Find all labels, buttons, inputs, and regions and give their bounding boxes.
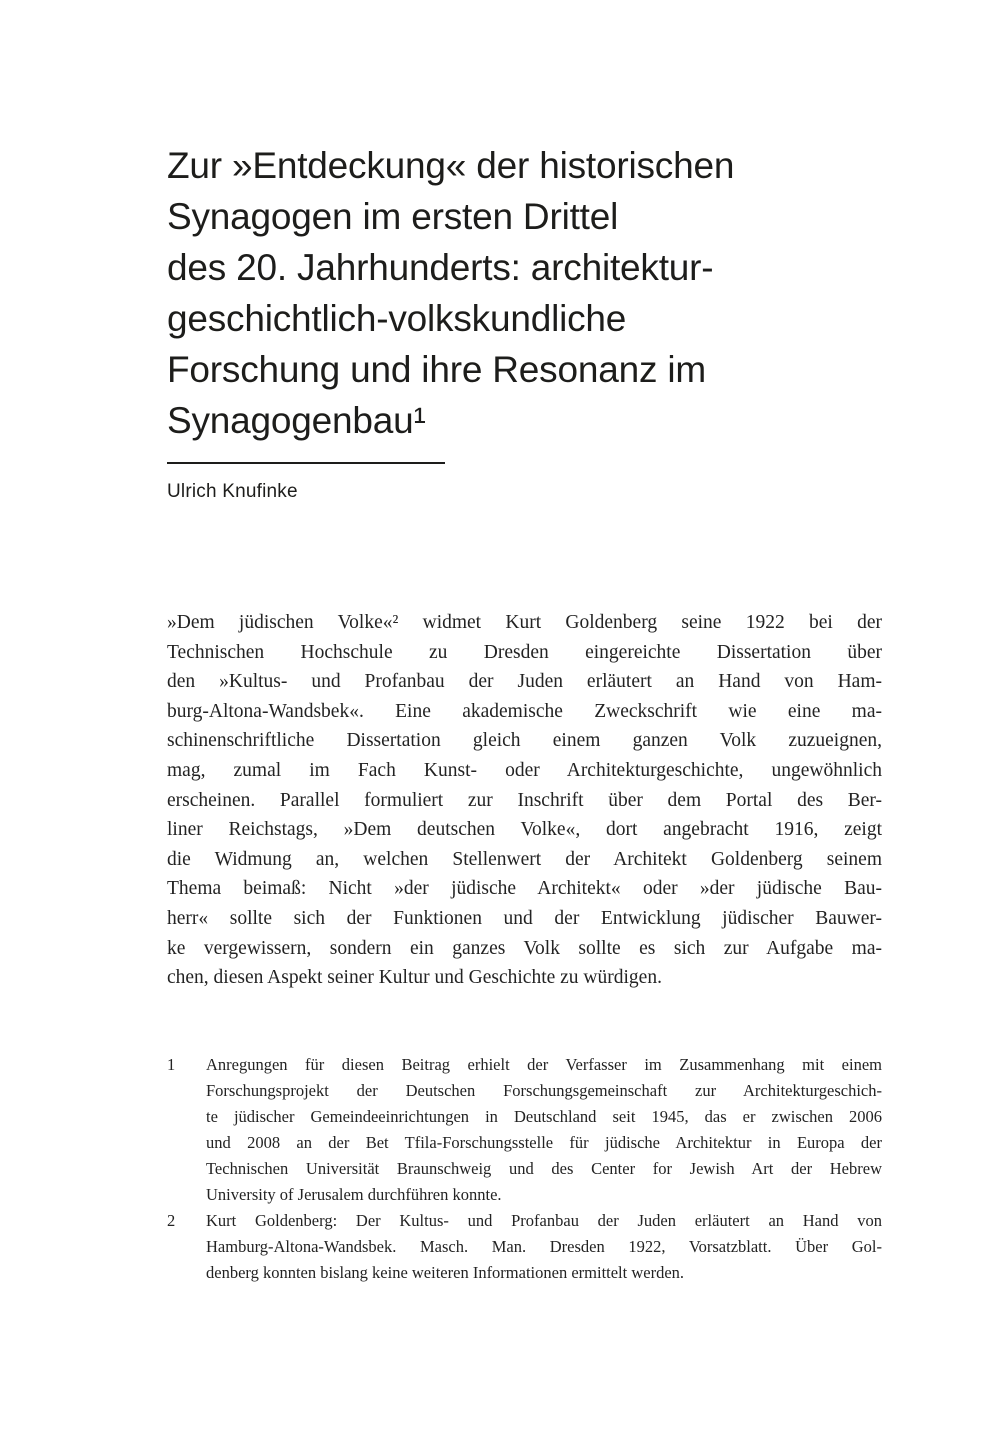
body-line: burg-Altona-Wandsbek«. Eine akademische Zweckschrift wie eine ma-	[167, 700, 882, 722]
article-title-line: geschichtlich-volkskundliche	[167, 298, 627, 339]
article-title-line: Zur »Entdeckung« der historischen	[167, 145, 735, 186]
footnote-line: University of Jerusalem durchführen konnte.	[206, 1185, 502, 1204]
footnote-line: Kurt Goldenberg: Der Kultus- und Profanbau der Juden erläutert an Hand von	[206, 1211, 882, 1230]
body-line: liner Reichstags, »Dem deutschen Volke«, dort angebracht 1916, zeigt	[167, 819, 882, 841]
body-line: die Widmung an, welchen Stellenwert der Architekt Goldenberg seinem	[167, 848, 882, 870]
article-header	[167, 140, 887, 503]
article-title-line: Synagogen im ersten Drittel	[167, 196, 619, 237]
article-title	[167, 140, 887, 446]
footnote-line: Forschungsprojekt der Deutschen Forschungsgemeinschaft zur Architekturgeschich-	[206, 1081, 882, 1100]
body-line: schinenschriftliche Dissertation gleich einem ganzen Volk zuzueignen,	[167, 730, 882, 752]
footnote-line: und 2008 an der Bet Tfila-Forschungsstelle für jüdische Architektur in Europa der	[206, 1133, 882, 1152]
body-line: mag, zumal im Fach Kunst- oder Architekturgeschichte, ungewöhnlich	[167, 759, 882, 781]
body-line: herr« sollte sich der Funktionen und der Entwicklung jüdischer Bauwer-	[167, 907, 882, 929]
title-divider-rule	[167, 462, 445, 464]
article-title-line: Forschung und ihre Resonanz im	[167, 349, 707, 390]
footnote-line: denberg konnten bislang keine weiteren Informationen ermittelt werden.	[206, 1263, 685, 1282]
footnote-2	[167, 1208, 882, 1286]
body-line: Technischen Hochschule zu Dresden eingereichte Dissertation über	[167, 641, 882, 663]
article-title-line: des 20. Jahrhunderts: architektur-	[167, 247, 714, 288]
body-line: erscheinen. Parallel formuliert zur Inschrift über dem Portal des Ber-	[167, 789, 882, 811]
body-line: den »Kultus- und Profanbau der Juden erläutert an Hand von Ham-	[167, 671, 882, 693]
footnote-line: te jüdischer Gemeindeeinrichtungen in Deutschland seit 1945, das er zwischen 2006	[206, 1107, 882, 1126]
author-name: Ulrich Knufinke	[167, 481, 298, 502]
body-line: ke vergewissern, sondern ein ganzes Volk sollte es sich zur Aufgabe ma-	[167, 937, 882, 959]
footnote-1	[167, 1052, 882, 1208]
footnote-number: 1	[167, 1055, 176, 1074]
footnote-line: Anregungen für diesen Beitrag erhielt der Verfasser im Zusammenhang mit einem	[206, 1055, 882, 1074]
footnote-text	[206, 1208, 882, 1286]
article-title-line: Synagogenbau¹	[167, 400, 426, 441]
footnote-number: 2	[167, 1211, 176, 1230]
footnote-line: Technischen Universität Braunschweig und des Center for Jewish Art der Hebrew	[206, 1159, 882, 1178]
footnotes-section	[167, 1052, 882, 1286]
footnote-line: Hamburg-Altona-Wandsbek. Masch. Man. Dresden 1922, Vorsatzblatt. Über Gol-	[206, 1237, 882, 1256]
body-line: chen, diesen Aspekt seiner Kultur und Geschichte zu würdigen.	[167, 967, 662, 989]
body-line: »Dem jüdischen Volke«² widmet Kurt Goldenberg seine 1922 bei der	[167, 612, 882, 633]
body-line: Thema beimaß: Nicht »der jüdische Architekt« oder »der jüdische Bau-	[167, 878, 882, 900]
footnote-text	[206, 1052, 882, 1208]
body-paragraph	[167, 608, 882, 993]
